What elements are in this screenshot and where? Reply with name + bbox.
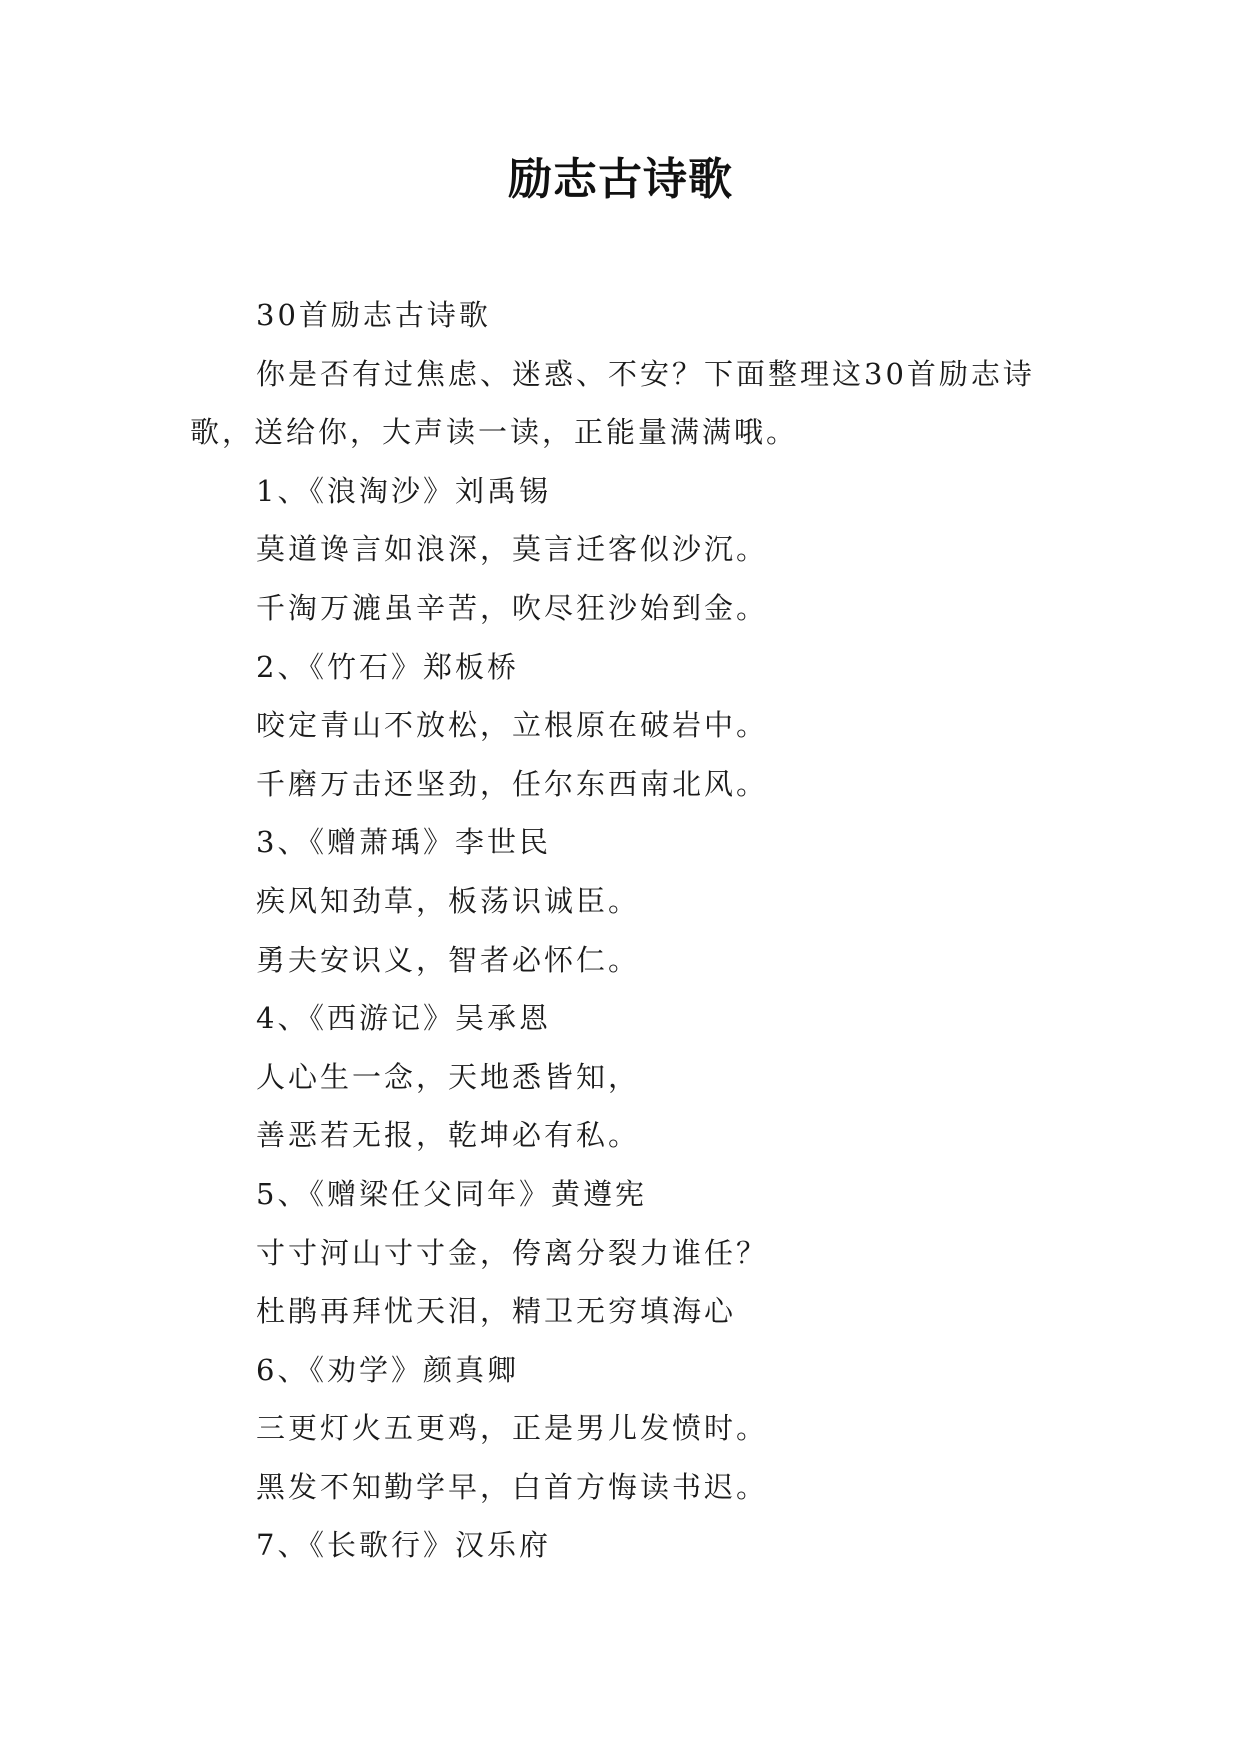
- document-title: 励志古诗歌: [508, 154, 733, 205]
- poem-heading: 4、《西游记》吴承恩: [256, 1001, 551, 1036]
- poem-line: 千磨万击还坚劲，任尔东西南北风。: [256, 766, 769, 801]
- poem-line: 疾风知劲草，板荡识诚臣。: [256, 883, 641, 918]
- poem-line: 寸寸河山寸寸金，侉离分裂力谁任？: [256, 1235, 769, 1270]
- subtitle-line: 30首励志古诗歌: [256, 298, 491, 332]
- poem-line: 人心生一念，天地悉皆知，: [256, 1059, 641, 1094]
- poem-line: 善恶若无报，乾坤必有私。: [256, 1118, 641, 1153]
- poem-line: 勇夫安识义，智者必怀仁。: [256, 942, 641, 977]
- poem-heading: 2、《竹石》郑板桥: [256, 649, 519, 684]
- poem-line: 黑发不知勤学早，白首方悔读书迟。: [256, 1469, 769, 1504]
- poem-heading: 7、《长歌行》汉乐府: [256, 1528, 551, 1563]
- poem-heading: 6、《劝学》颜真卿: [256, 1352, 519, 1387]
- poem-heading: 1、《浪淘沙》刘禹锡: [256, 473, 551, 508]
- poem-line: 千淘万漉虽辛苦，吹尽狂沙始到金。: [256, 590, 769, 625]
- poem-line: 杜鹃再拜忧天泪，精卫无穷填海心: [256, 1294, 737, 1329]
- poem-line: 咬定青山不放松，立根原在破岩中。: [256, 708, 769, 743]
- poem-line: 三更灯火五更鸡，正是男儿发愤时。: [256, 1411, 769, 1446]
- poem-heading: 5、《赠梁任父同年》黄遵宪: [256, 1176, 647, 1211]
- document-body: [190, 286, 1070, 1575]
- intro-paragraph: 你是否有过焦虑、迷惑、不安？下面整理这30首励志诗歌，送给你，大声读一读，正能量满满哦。: [190, 356, 1035, 450]
- poem-line: 莫道谗言如浪深，莫言迁客似沙沉。: [256, 532, 769, 567]
- poem-heading: 3、《赠萧瑀》李世民: [256, 825, 551, 860]
